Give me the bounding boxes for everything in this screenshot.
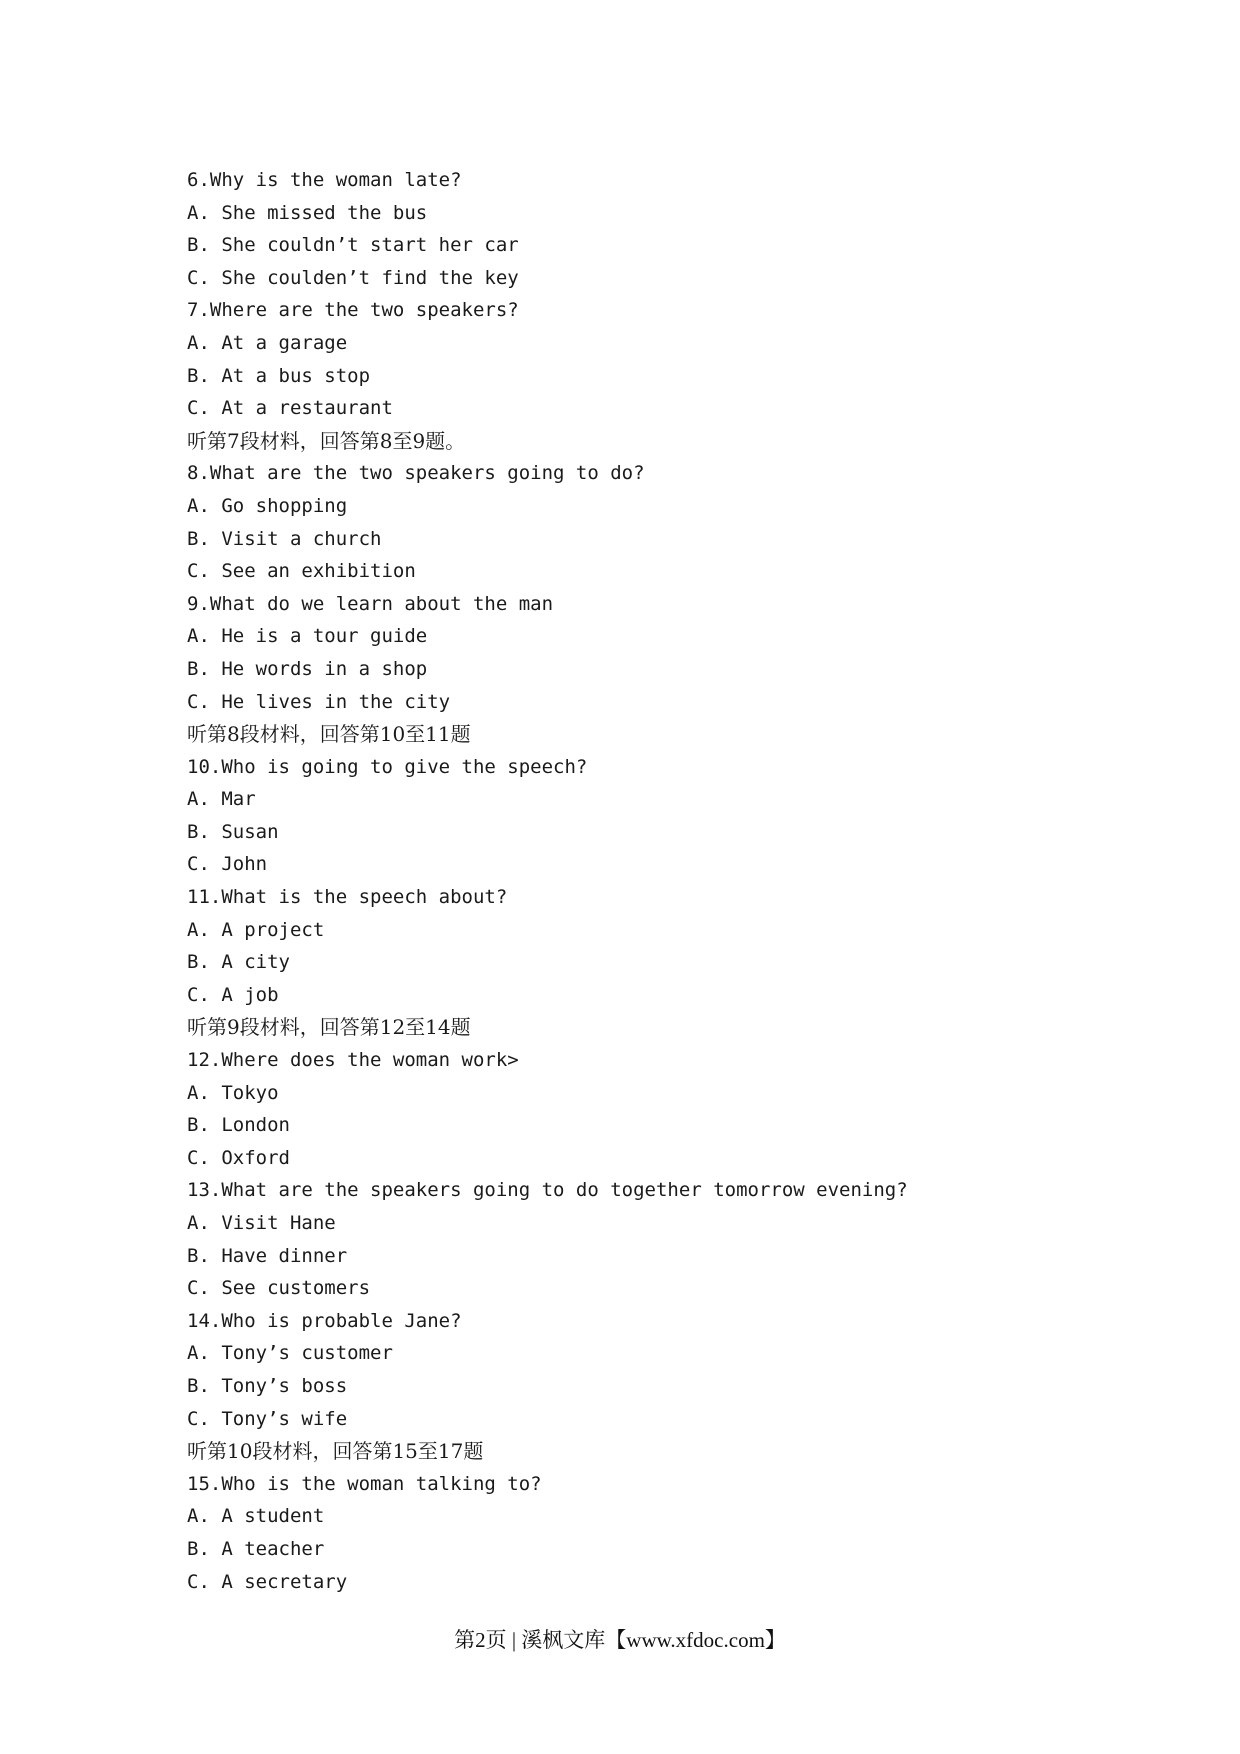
answer-option: A. At a garage (187, 331, 348, 354)
answer-option: C. See customers (187, 1277, 371, 1300)
answer-option: A. A project (187, 918, 325, 941)
answer-option: B. London (187, 1114, 290, 1137)
question-text: 9.What do we learn about the man (187, 592, 554, 615)
section-instruction: 听第10段材料，回答第15至17题 (187, 1439, 484, 1464)
answer-option: A. Mar (187, 788, 256, 811)
answer-option: A. Tony’s customer (187, 1342, 393, 1365)
question-text: 14.Who is probable Jane? (187, 1309, 462, 1332)
section-instruction: 听第8段材料，回答第10至11题 (187, 722, 471, 747)
answer-option: B. Have dinner (187, 1244, 348, 1267)
section-instruction: 听第9段材料，回答第12至14题 (187, 1015, 471, 1040)
answer-option: C. He lives in the city (187, 690, 451, 713)
answer-option: B. A city (187, 951, 290, 974)
section-instruction: 听第7段材料，回答第8至9题。 (187, 428, 466, 453)
answer-option: C. Tony’s wife (187, 1407, 348, 1430)
question-text: 6.Why is the woman late? (187, 169, 462, 191)
answer-option: B. Visit a church (187, 527, 382, 550)
answer-option: A. Go shopping (187, 494, 348, 517)
question-text: 12.Where does the woman work> (187, 1049, 519, 1072)
page-footer: 第2页 | 溪枫文库【www.xfdoc.com】 (454, 1628, 786, 1652)
answer-option: B. A teacher (187, 1537, 325, 1560)
answer-option: C. At a restaurant (187, 397, 393, 420)
answer-option: A. He is a tour guide (187, 625, 428, 648)
answer-option: C. A job (187, 983, 279, 1006)
question-text: 13.What are the speakers going to do together tomorrow evening? (187, 1179, 908, 1202)
answer-option: B. He words in a shop (187, 657, 428, 680)
answer-option: B. She couldn’t start her car (187, 234, 519, 257)
answer-option: C. See an exhibition (187, 560, 416, 583)
answer-option: C. Oxford (187, 1146, 290, 1169)
answer-option: C. John (187, 853, 268, 876)
answer-option: B. Susan (187, 820, 279, 843)
document-body (187, 164, 1147, 1598)
answer-option: C. A secretary (187, 1570, 348, 1593)
question-text: 10.Who is going to give the speech? (187, 755, 588, 778)
question-text: 7.Where are the two speakers? (187, 299, 519, 322)
answer-option: B. Tony’s boss (187, 1374, 348, 1397)
answer-option: A. She missed the bus (187, 201, 428, 224)
question-text: 11.What is the speech about? (187, 886, 508, 909)
answer-option: B. At a bus stop (187, 364, 371, 387)
question-text: 15.Who is the woman talking to? (187, 1472, 542, 1495)
answer-option: A. Visit Hane (187, 1212, 336, 1234)
answer-option: A. A student (187, 1505, 325, 1528)
answer-option: C. She coulden’t find the key (187, 266, 519, 289)
answer-option: A. Tokyo (187, 1081, 279, 1104)
question-text: 8.What are the two speakers going to do? (187, 462, 645, 485)
